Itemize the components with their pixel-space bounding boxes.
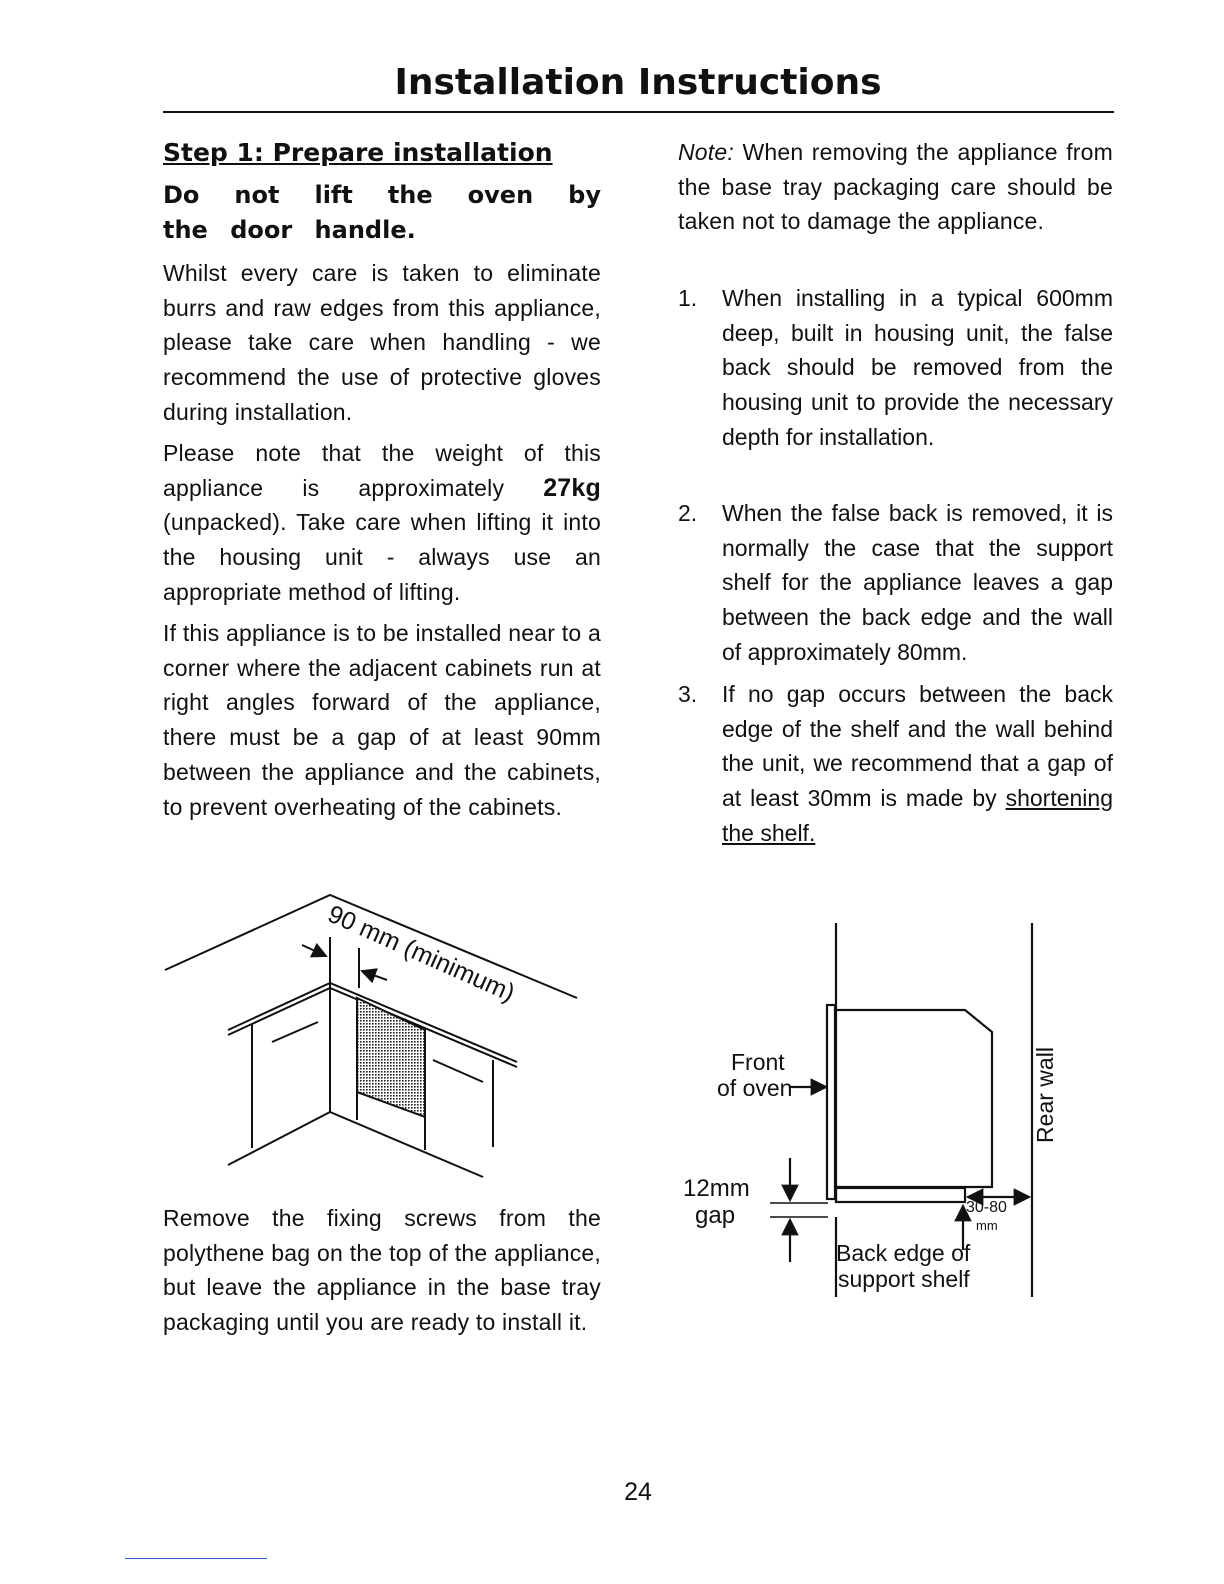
weight-value: 27kg bbox=[543, 473, 601, 502]
step-heading-text: Step 1: Prepare installation bbox=[163, 138, 553, 167]
list-text: When the false back is removed, it is normally the case that the support shelf for the appliance leaves a gap between the back edge and the wall of approximately 80mm. bbox=[722, 500, 1113, 665]
paragraph-handling: Whilst every care is taken to eliminate burrs and raw edges from this appliance, please take care when handling - we recommend the use of protective gloves during installation. bbox=[163, 260, 601, 425]
range-unit: mm bbox=[976, 1218, 998, 1233]
list-text: When installing in a typical 600mm deep, built in housing unit, the false back should be removed from the housing unit to provide the necessary depth for installation. bbox=[722, 285, 1113, 450]
paragraph-screws: Remove the fixing screws from the polythene bag on the top of the appliance, but leave the appliance in the base tray packaging until you are ready to install it. bbox=[163, 1205, 601, 1336]
page-title: Installation Instructions bbox=[394, 62, 882, 103]
note-label: Note: bbox=[678, 139, 734, 165]
page-number: 24 bbox=[624, 1478, 652, 1506]
gap-label: 12mm bbox=[683, 1175, 750, 1202]
dimension-arrow bbox=[302, 945, 326, 956]
weight-text-b: (unpacked). Take care when lifting it into the housing unit - always use an appropriate method of lifting. bbox=[163, 509, 601, 605]
paragraph-corner: If this appliance is to be installed near to a corner where the adjacent cabinets run at right angles forward of the appliance, there must be a gap of at least 90mm between the appliance and the cabinets, to prevent overheating of the cabinets. bbox=[163, 620, 601, 820]
range-label: 30-80 bbox=[966, 1199, 1007, 1216]
cabinet-handle bbox=[433, 1060, 483, 1082]
note-text: When removing the appliance from the base tray packaging care should be taken not to damage the appliance. bbox=[678, 139, 1113, 235]
dimension-arrow bbox=[362, 971, 387, 980]
oven-front bbox=[357, 998, 425, 1117]
front-label: Front bbox=[731, 1049, 785, 1075]
list-number: 2. bbox=[678, 500, 698, 526]
rear-wall-label: Rear wall bbox=[1032, 1047, 1058, 1143]
list-number: 1. bbox=[678, 285, 698, 311]
clearance-label: 90 mm (minimum) bbox=[323, 899, 519, 1008]
list-text-part: If no gap occurs between the back edge of the shelf and the wall behind the unit, we recommend that a gap of at least 30mm is made by bbox=[722, 681, 1113, 812]
oven-door bbox=[827, 1005, 835, 1199]
cabinet-handle bbox=[272, 1022, 318, 1042]
weight-text-a: Please note that the weight of this appliance is approximately bbox=[163, 440, 601, 501]
list-number: 3. bbox=[678, 681, 698, 707]
shelf-label: Back edge of bbox=[836, 1240, 971, 1266]
support-shelf bbox=[836, 1188, 965, 1202]
footer-line bbox=[125, 1558, 267, 1559]
gap-label: gap bbox=[695, 1202, 736, 1229]
warning-text: Do not lift the oven by the door handle. bbox=[163, 181, 601, 244]
shelf-label: support shelf bbox=[838, 1266, 970, 1292]
list-text-underlined: shortening the shelf. bbox=[722, 785, 1113, 846]
oven-body bbox=[836, 1010, 992, 1187]
front-label: of oven bbox=[717, 1075, 793, 1101]
